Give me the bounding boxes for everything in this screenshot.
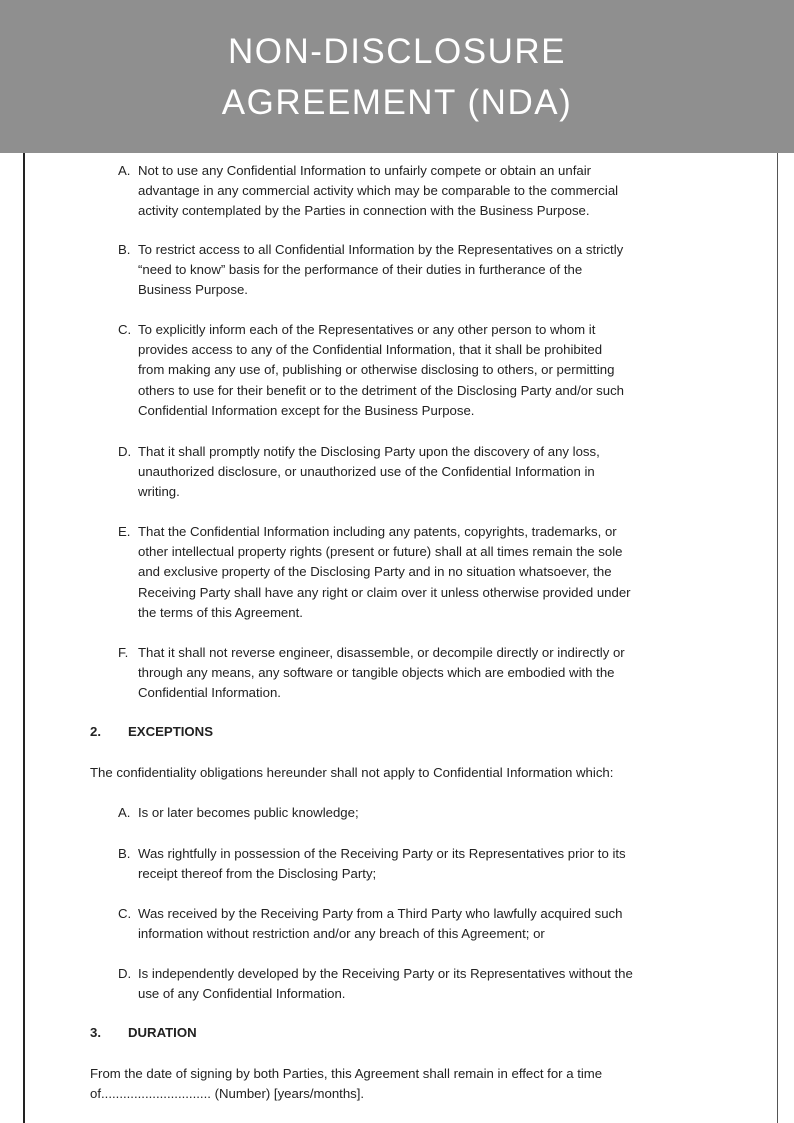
list-letter: F.: [118, 645, 129, 660]
text-line: writing.: [138, 484, 180, 500]
text-line: provides access to any of the Confidential Information, that it shall be prohibited: [138, 342, 603, 358]
section-heading: EXCEPTIONS: [128, 724, 214, 739]
text-line: use of any Confidential Information.: [138, 986, 346, 1002]
text-line: through any means, any software or tangible objects which are embodied with the: [138, 665, 615, 681]
list-letter: A.: [118, 805, 131, 820]
text-line: other intellectual property rights (present or future) shall at all times remain the sole: [138, 544, 623, 560]
duration-line: From the date of signing by both Parties, this Agreement shall remain in effect for a time: [90, 1066, 603, 1081]
list-letter: E.: [118, 524, 131, 539]
text-line: Was rightfully in possession of the Receiving Party or its Representatives prior to its: [138, 846, 626, 861]
document-header: [0, 0, 794, 153]
text-line: others to use for their benefit or to the detriment of the Disclosing Party and/or such: [138, 382, 624, 398]
text-line: receipt thereof from the Disclosing Party;: [138, 866, 377, 882]
text-line: “need to know” basis for the performance of their duties in furtherance of the: [138, 262, 583, 278]
list-letter: D.: [118, 966, 132, 981]
text-line: unauthorized disclosure, or unauthorized use of the Confidential Information in: [138, 464, 595, 480]
text-line: the terms of this Agreement.: [138, 604, 303, 620]
list-letter: D.: [118, 444, 132, 459]
text-line: from making any use of, publishing or otherwise disclosing to others, or permitting: [138, 362, 615, 378]
text-line: Receiving Party shall have any right or claim over it unless otherwise provided under: [138, 584, 631, 600]
section-heading: DURATION: [128, 1025, 197, 1040]
text-line: Not to use any Confidential Information to unfairly compete or obtain an unfair: [138, 163, 592, 178]
text-line: information without restriction and/or any breach of this Agreement; or: [138, 926, 545, 942]
list-letter: C.: [118, 322, 132, 337]
page-border-left: [23, 153, 25, 1123]
section-number: 3.: [90, 1025, 101, 1040]
text-line: Confidential Information.: [138, 685, 281, 701]
text-line: advantage in any commercial activity which may be comparable to the commercial: [138, 183, 619, 199]
list-letter: B.: [118, 846, 131, 861]
page-border-right: [777, 153, 778, 1123]
list-letter: C.: [118, 906, 132, 921]
text-line: Was received by the Receiving Party from a Third Party who lawfully acquired such: [138, 906, 623, 921]
list-letter: B.: [118, 242, 131, 257]
text-line: Is or later becomes public knowledge;: [138, 805, 359, 820]
title-line-2: AGREEMENT (NDA): [221, 83, 573, 122]
title-line-1: NON-DISCLOSURE: [228, 32, 566, 71]
text-line: To explicitly inform each of the Representatives or any other person to whom it: [138, 322, 596, 337]
duration-line: of.............................. (Number) [years/months].: [90, 1086, 365, 1101]
section-number: 2.: [90, 724, 101, 739]
text-line: Is independently developed by the Receiving Party or its Representatives without the: [138, 966, 633, 981]
text-line: To restrict access to all Confidential Information by the Representatives on a strictly: [138, 242, 624, 257]
text-line: and exclusive property of the Disclosing Party and in no situation whatsoever, the: [138, 564, 612, 580]
list-letter: A.: [118, 163, 131, 178]
text-line: That the Confidential Information including any patents, copyrights, trademarks, or: [138, 524, 617, 539]
text-line: Business Purpose.: [138, 282, 248, 298]
section-intro: The confidentiality obligations hereunder shall not apply to Confidential Information which:: [90, 765, 614, 780]
text-line: That it shall not reverse engineer, disassemble, or decompile directly or indirectly or: [138, 645, 625, 660]
text-line: activity contemplated by the Parties in connection with the Business Purpose.: [138, 203, 590, 219]
text-line: Confidential Information except for the Business Purpose.: [138, 402, 475, 418]
text-line: That it shall promptly notify the Disclosing Party upon the discovery of any loss,: [138, 444, 600, 459]
